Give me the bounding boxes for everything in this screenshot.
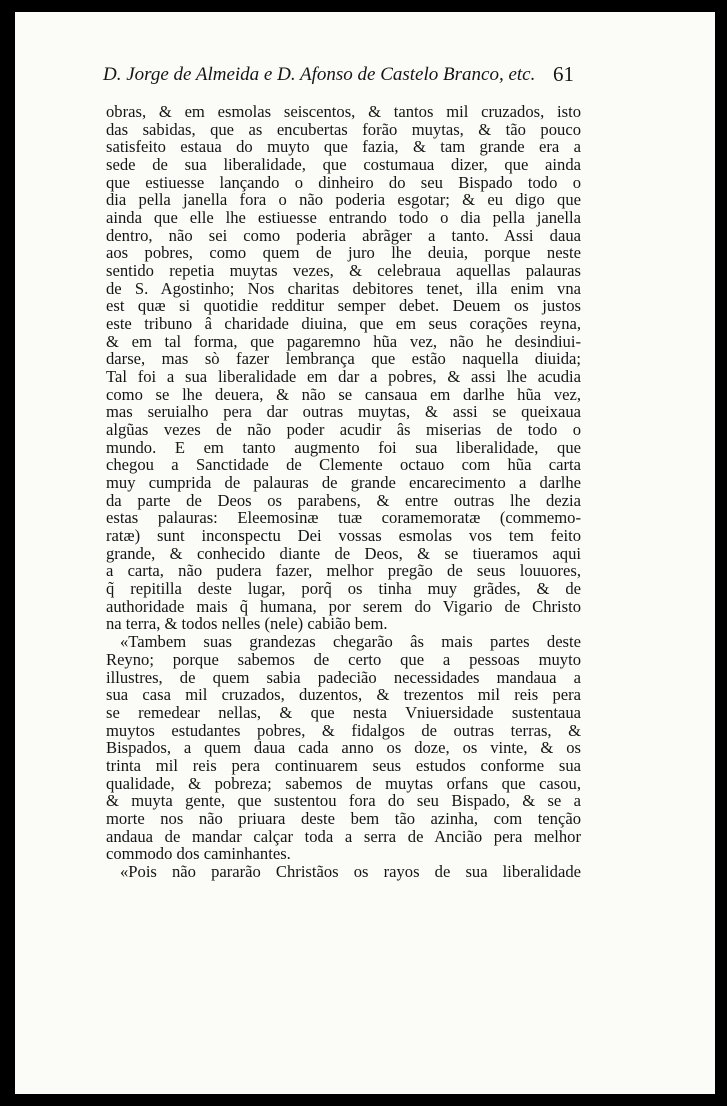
body-text bbox=[106, 103, 581, 881]
text-line: ainda que elle lhe estiuesse entrando todo o dia pella janella bbox=[106, 208, 581, 228]
page-number: 61 bbox=[553, 62, 574, 86]
text-line: «Pois não pararão Christãos os rayos de sua liberalidade bbox=[120, 861, 581, 881]
text-line: andaua de mandar calçar toda a serra de Ancião pera melhor bbox=[106, 826, 581, 846]
text-line: & muyta gente, que sustentou fora do seu Bispado, & se a bbox=[106, 791, 581, 811]
text-line: como se lhe deuera, & não se cansaua em darlhe hũa vez, bbox=[106, 384, 581, 404]
text-line: Bispados, a quem daua cada anno os doze, os vinte, & os bbox=[106, 738, 581, 758]
text-line: & em tal forma, que pagaremno hũa vez, não he desindiui- bbox=[106, 331, 581, 351]
running-head: D. Jorge de Almeida e D. Afonso de Castelo Branco, etc. bbox=[103, 64, 536, 85]
text-line: sua casa mil cruzados, duzentos, & trezentos mil reis pera bbox=[106, 685, 581, 705]
text-line: muytos estudantes pobres, & fidalgos de outras terras, & bbox=[106, 720, 581, 740]
text-line: morte nos não priuara deste bem tão azinha, com tenção bbox=[106, 808, 581, 828]
text-line: da parte de Deos os parabens, & entre outras lhe dezia bbox=[106, 490, 581, 510]
text-line: mundo. E em tanto augmento foi sua liberalidade, que bbox=[106, 437, 581, 457]
text-line: qualidade, & pobreza; sabemos de muytas orfans que casou, bbox=[106, 773, 581, 793]
text-line: estas palauras: Eleemosinæ tuæ coramemoratæ (commemo- bbox=[106, 508, 581, 528]
text-line: q̃ repitilla deste lugar, porq̃ os tinha muy grãdes, & de bbox=[106, 579, 581, 599]
text-line: «Tambem suas grandezas chegarão âs mais partes deste bbox=[120, 632, 581, 652]
text-line: authoridade mais q̃ humana, por serem do Vigario de Christo bbox=[106, 596, 581, 616]
text-line: Reyno; porque sabemos de certo que a pessoas muyto bbox=[106, 649, 581, 669]
text-line: se remedear nellas, & que nesta Vniuersidade sustentaua bbox=[106, 702, 581, 722]
text-line: dia pella janella fora o não poderia esgotar; & eu digo que bbox=[106, 190, 581, 210]
text-line: sentido repetia muytas vezes, & celebraua aquellas palauras bbox=[106, 261, 581, 281]
text-line: grande, & conhecido diante de Deos, & se tiueramos aqui bbox=[106, 543, 581, 563]
text-line: illustres, de quem sabia padecião necessidades mandaua a bbox=[106, 667, 581, 687]
text-line: de S. Agostinho; Nos charitas debitores tenet, illa enim vna bbox=[106, 278, 581, 298]
text-line: est quæ si quotidie redditur semper debet. Deuem os justos bbox=[106, 296, 581, 316]
text-line: que estiuesse lançando o dinheiro do seu Bispado todo o bbox=[106, 172, 581, 192]
text-line: a carta, não pudera fazer, melhor pregão de seus louuores, bbox=[106, 561, 581, 581]
text-line: das sabidas, que as encubertas forão muytas, & tão pouco bbox=[106, 119, 581, 139]
text-line: dentro, não sei como poderia abrãger a tanto. Assi daua bbox=[106, 225, 581, 245]
text-line: na terra, & todos nelles (nele) cabião bem. bbox=[106, 614, 388, 634]
text-line: trinta mil reis pera continuarem seus estudos conforme sua bbox=[106, 755, 581, 775]
text-line: mas seruialho pera dar outras muytas, & assi se queixaua bbox=[106, 402, 581, 422]
text-line: muy cumprida de palauras de grande encarecimento a darlhe bbox=[106, 473, 581, 493]
text-line: Tal foi a sua liberalidade em dar a pobres, & assi lhe acudia bbox=[106, 367, 581, 387]
text-line: algũas vezes de não poder acudir âs miserias de todo o bbox=[106, 420, 581, 440]
text-line: chegou a Sanctidade de Clemente octauo com hũa carta bbox=[106, 455, 581, 475]
text-line: commodo dos caminhantes. bbox=[106, 844, 291, 864]
text-line: sede de sua liberalidade, que costumaua dizer, que ainda bbox=[106, 155, 581, 175]
text-line: aos pobres, como quem de juro lhe deuia, porque neste bbox=[106, 243, 581, 263]
text-line: satisfeito estaua do muyto que fazia, & tam grande era a bbox=[106, 137, 581, 157]
text-line: darse, mas sò fazer lembrança que estão naquella diuida; bbox=[106, 349, 581, 369]
text-line: ratæ) sunt inconspectu Dei vossas esmolas vos tem feito bbox=[106, 526, 581, 546]
text-line: obras, & em esmolas seiscentos, & tantos mil cruzados, isto bbox=[106, 102, 581, 121]
text-line: este tribuno â charidade diuina, que em seus corações reyna, bbox=[106, 314, 581, 334]
